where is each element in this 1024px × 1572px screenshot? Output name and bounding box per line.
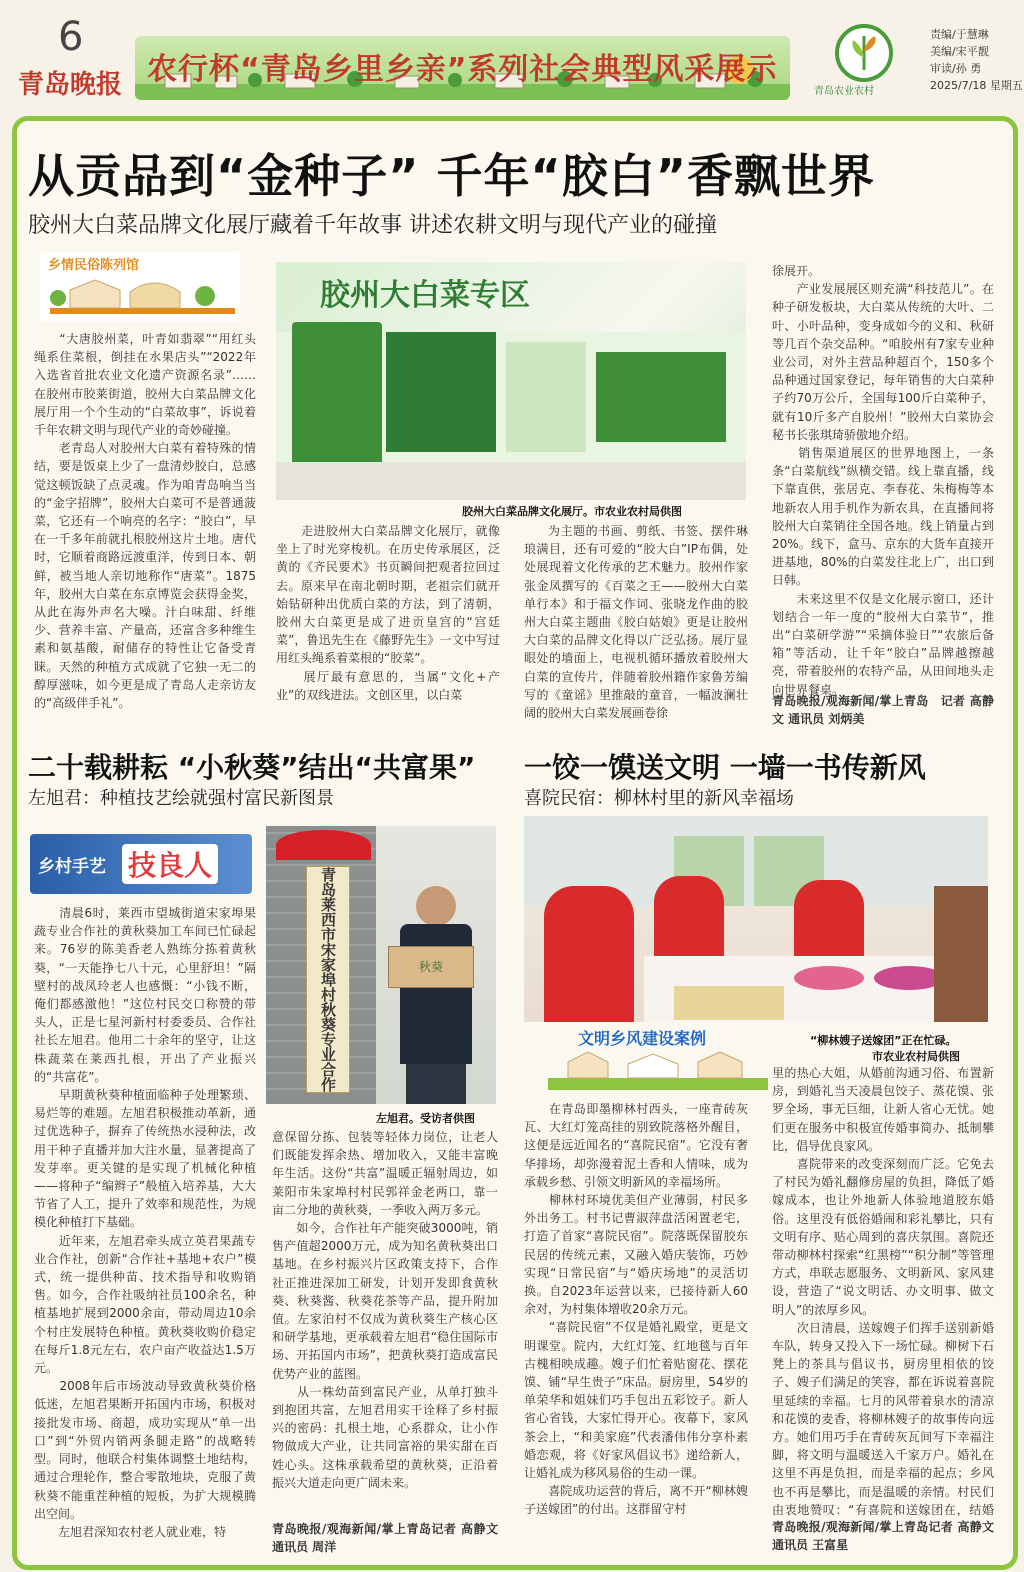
story3-byline: 青岛晚报/观海新闻/掌上青岛记者 高静文 通讯员 王富星 (772, 1520, 994, 1553)
story1-column-2 (276, 522, 500, 732)
agri-logo-text: 青岛农业农村 (814, 86, 874, 97)
wedding-prep-photo (524, 816, 988, 1022)
exhibit-sign: 胶州大白菜专区 (320, 278, 530, 313)
story2-byline: 青岛晚报/观海新闻/掌上青岛记者 高静文 通讯员 周洋 (272, 1522, 498, 1555)
editor-credits (930, 26, 1023, 94)
story2-column-2 (272, 1128, 498, 1512)
body-text: 为主题的书画、剪纸、书签、摆件琳琅满目，还有可爱的“胶大白”IP布偶，处处展现着文化传承的艺术魅力。胶州作家张金凤撰写的《百菜之王——胶州大白菜单行本》和于福文作词、张晓龙作曲的胶州大白菜主题曲《胶白姑娘》更是让胶州大白菜的品牌文化得以广泛弘扬。展厅显眼处的墙面上，电视机循环播放着胶州大白菜的宣传片，伴随着胶州籍作家鲁芳编写的《童谣》里推敲的童音，一幅波澜壮阔的胶州大白菜发展画卷徐 (524, 524, 748, 721)
story3-column-2 (772, 1064, 994, 1516)
story2-column-1 (34, 904, 256, 1552)
photo-caption: “柳林嫂子送嫁团”正在忙碌。 (810, 1034, 957, 1047)
photo-caption: 胶州大白菜品牌文化展厅。市农业农村局供图 (462, 505, 682, 518)
story2-subtitle: 左旭君：种植技艺绘就强村富民新图景 (28, 788, 334, 809)
page-header (0, 0, 1024, 112)
main-subheadline: 胶州大白菜品牌文化展厅藏着千年故事 讲述农耕文明与现代产业的碰撞 (28, 213, 717, 238)
body-text: 徐展开。 产业发展展区则充满“科技范儿”。在种子研发板块，大白菜从传统的大叶、二叶、小叶品种，变身成如今的义和、秋研等几百个杂交品种。“咱胶州有7家专业种业公司，对外主营品种超百个，150多个品种通过国家登记，每年销售的大白菜种子约70万公斤，全国每100斤白菜种子，就有10斤多产自胶州！”胶州大白菜协会秘书长张琪琦骄傲地介绍。 销售渠道展区的世界地图上，一条条“白菜航线”纵横交错。线上靠直播，线下靠直供，张居克、李春花、朱梅梅等本地新农人用手机作为新农具，在直播间将胶州大白菜销往全国各地。线上销量占到20%。线下，盒马、京东的大货车直接开进基地，80%的白菜发往北上广，出口到日韩。 未来这里不仅是文化展示窗口，还计划结合一年一度的“胶州大白菜节”，推出“白菜研学游”“采摘体验日”“农旅后备箱”等活动，让千年“胶白”品牌越擦越亮，带着胶州的农特产品，从田间地头走向世界餐桌。 (772, 264, 994, 697)
story3-title: 一饺一馍送文明 一墙一书传新风 (524, 751, 926, 784)
series-banner (135, 36, 790, 100)
body-text: 清晨6时，莱西市望城街道宋家埠果蔬专业合作社的黄秋葵加工车间已忙碌起来。76岁的陈美香老人熟练分拣着黄秋葵，“一天能挣七八十元，心里舒坦！”隔壁村的战凤玲老人也感慨：“小钱不断，俺们都感激他！”这位村民交口称赞的带头人，正是七星河新村村委委员、合作社社长左旭君。他用二十余年的坚守，让这株蔬菜在莱西扎根，开出了产业振兴的“共富花”。 早期黄秋葵种植面临种子处理繁琐、易烂等的难题。左旭君积极推动革新，通过优选种子，摒弃了传统热水浸种法，改用干种子直播并加大注水量，显著提高了发芽率。更关键的是实现了机械化种植——将种子“编辫子”般植入培养基，大大节省了人工，提升了效率和规范性，为规模化种植打下基础。 近年来，左旭君牵头成立英君果蔬专业合作社，创新“合作社+基地+农户”模式，统一提供种苗、技术指导和收购销售。如今，合作社吸纳社员100余名，种植基地扩展到2000余亩，带动周边10余个村庄发展特色种植。黄秋葵收购价稳定在每斤1.8元左右，农户亩产收益达1.5万元。 2008年后市场波动导致黄秋葵价格低迷，左旭君果断开拓国内市场，积极对接批发市场、商超，成功实现从“单一出口”到“外贸内销两条腿走路”的战略转型。同时，他联合村集体调整土地结构，通过合理轮作，整合零散地块，克服了黄秋葵不能重茬种植的短板，为扩大规模腾出空间。 左旭君深知农村老人就业难，特 (34, 906, 256, 1539)
story2-title: 二十载耕耘 “小秋葵”结出“共富果” (28, 751, 476, 784)
agri-logo-icon (835, 24, 893, 82)
story1-column-3 (524, 522, 748, 732)
body-text: 走进胶州大白菜品牌文化展厅，就像坐上了时光穿梭机。在历史传承展区，泛黄的《齐民要术》书页瞬间把观者拉回过去。原来早在南北朝时期，老祖宗们就开始钻研种出优质白菜的方法，到了清朝，胶州大白菜更是成了进贡皇宫的“宫廷菜”，鲁迅先生在《藤野先生》一文中写过用红头绳系着菜根的“胶菜”。 展厅最有意思的，当属“文化+产业”的双线进法。文创区里，以白菜 (276, 524, 500, 702)
museum-building-icon (50, 278, 235, 320)
story1-column-1 (34, 330, 256, 730)
banner-title: 农行杯“青岛乡里乡亲”系列社会典型风采展示 (147, 52, 778, 87)
farmer-portrait-photo (266, 826, 496, 1104)
main-headline: 从贡品到“金种子” 千年“胶白”香飘世界 (28, 149, 875, 203)
newspaper-name: 青岛晚报 (18, 70, 123, 100)
craftsman-tag (30, 834, 252, 894)
folk-museum-tag (40, 252, 240, 322)
story1-column-4 (772, 262, 994, 702)
credit-line: 责编/于慧琳 (930, 28, 989, 41)
tag-title: 乡情民俗陈列馆 (48, 258, 140, 273)
photo-credit: 市农业农村局供图 (872, 1050, 960, 1063)
tag-title: 乡村手艺 (38, 857, 106, 877)
body-text: 里的热心大姐，从婚前沟通习俗、布置新房，到婚礼当天凌晨包饺子、蒸花馍、张罗全场，事无巨细，让新人省心无忧。她们更在服务中积极宣传婚事简办、抵制攀比，倡导优良家风。 喜院带来的改变深刻而广泛。它免去了村民为婚礼翻修房屋的负担，降低了婚嫁成本，也让外地新人体验地道胶东婚俗。这里没有低俗婚闹和彩礼攀比，只有文明有序、贴心周到的喜庆氛围。喜院还带动柳林村探索“红黑榜”“积分制”等管理方式，串联志愿服务、文明新风、家风建设，营造了“说文明话、办文明事、做文明人”的浓厚乡风。 次日清晨，送嫁嫂子们挥手送别新婚车队，转身又投入下一场忙碌。柳树下石凳上的茶具与倡议书，厨房里相依的饺子、嫂子们满足的笑容，都在诉说着喜院里延续的幸福。七月的风带着泉水的清凉和花馍的麦香，将柳林嫂子的故事传向远方。她们用巧手在青砖灰瓦间写下幸福注脚，将文明与温暖送入千家万户。婚礼在这里不再是负担，而是幸福的起点；乡风也不再是攀比，而是温暖的亲情。村民们由衷地赞叹：“有喜院和送嫁团在，结婚 (772, 1066, 994, 1516)
tag-title: 文明乡风建设案例 (578, 1029, 707, 1048)
body-text: “大唐胶州菜，叶青如翡翠”“用红头绳系住菜根，倒挂在水果店头”“2022年入选省首批农业文化遗产资源名录”……在胶州市胶莱街道，胶州大白菜品牌文化展厅用一个个生动的“白菜故事”，诉说着千年农耕文明与现代产业的奇妙碰撞。 老青岛人对胶州大白菜有着特殊的情结，要是饭桌上少了一盘清炒胶白，总感觉这顿饭缺了点灵魂。作为咱青岛响当当的“金字招牌”，胶州大白菜可不是普通菠菜，它还有一个响亮的名字：“胶白”，早在一千多年前就扎根胶州这片土地。唐代时，它顺着商路远渡重洋，传到日本、朝鲜，被当地人亲切地称作“唐菜”。1875年，胶州大白菜在东京博览会获得金奖，从此在海外声名大噪。汁白味甜、纤维少、营养丰富、产量高，还富含多种维生素和氨基酸，耐储存的特性让它备受青睐。天然的种植方式成就了它独一无二的醇厚滋味，如今更是成了青岛人走亲访友的“高级伴手礼”。 (34, 332, 256, 711)
body-text: 在青岛即墨柳林村西头，一座青砖灰瓦、大红灯笼高挂的别致院落格外醒目，这便是远近闻名的“喜院民宿”。它没有奢华排场，却弥漫着泥土香和人情味，成为承载乡愁、引领文明新风的幸福场所。 柳林村环境优美但产业薄弱，村民多外出务工。村书记曹淑萍盘活闲置老宅，打造了首家“喜院民宿”。院落既保留胶东民居的传统元素，又融入婚庆装饰，巧妙实现“日常民宿”与“婚庆场地”的灵活切换。自2023年运营以来，已接待新人60余对，为村集体增收20余万元。 “喜院民宿”不仅是婚礼殿堂，更是文明课堂。院内，大红灯笼、红地毯与百年古槐相映成趣。嫂子们忙着贴窗花、摆花馍、铺“早生贵子”床品。厨房里，54岁的单荣华和姐妹们巧手包出五彩饺子。新人省心省钱，大家忙得开心。夜幕下，家风茶会上，“和美家庭”代表潘伟伟分享朴素婚恋观，将《好家风倡议书》递给新人，让婚礼成为移风易俗的生动一课。 喜院成功运营的背后，离不开“柳林嫂子送嫁团”的付出。这群留守村 (524, 1102, 748, 1517)
cooperative-plaque: 青岛莱西市宋家埠村秋葵专业合作 (306, 866, 350, 1093)
photo-caption: 左旭君。受访者供图 (376, 1112, 475, 1125)
story1-byline: 青岛晚报/观海新闻/掌上青岛 记者 高静文 通讯员 刘炳美 (772, 694, 994, 727)
tag-highlight: 技良人 (122, 844, 218, 884)
story3-column-1 (524, 1100, 748, 1560)
story3-subtitle: 喜院民宿：柳林村里的新风幸福场 (524, 788, 794, 809)
issue-date: 2025/7/18 星期五 (930, 79, 1023, 92)
exhibition-hall-photo (276, 262, 746, 500)
credit-line: 审读/孙 勇 (930, 62, 982, 75)
credit-line: 美编/宋平靓 (930, 45, 989, 58)
body-text: 意保留分拣、包装等轻体力岗位，让老人们既能发挥余热、增加收入，又能丰富晚年生活。这份“共富”温暖正辐射周边，如莱阳市朱家埠村村民郭祥金老两口，靠一亩二分地的黄秋葵，一季收入两万多元。 如今，合作社年产能突破3000吨，销售产值超2000万元，成为知名黄秋葵出口基地。在乡村振兴片区政策支持下，合作社正推进深加工研发，计划开发即食黄秋葵、秋葵酱、秋葵花茶等产品，提升附加值。左家泊村不仅成为黄秋葵生产核心区和研学基地，更承载着左旭君“稳住国际市场、开拓国内市场”，把黄秋葵打造成富民优势产业的蓝图。 从一株幼苗到富民产业，从单打独斗到抱团共富，左旭君用实干诠释了乡村振兴的密码：扎根土地，心系群众，让小作物做成大产业，让共同富裕的果实甜在百姓心头。这株承载希望的黄秋葵，正沿着振兴大道走向更广阔未来。 (272, 1130, 498, 1490)
civilization-tag (548, 1022, 768, 1092)
okra-box: 秋葵 (388, 946, 474, 988)
village-houses-icon (548, 1050, 768, 1090)
page-number: 6 (58, 14, 84, 60)
